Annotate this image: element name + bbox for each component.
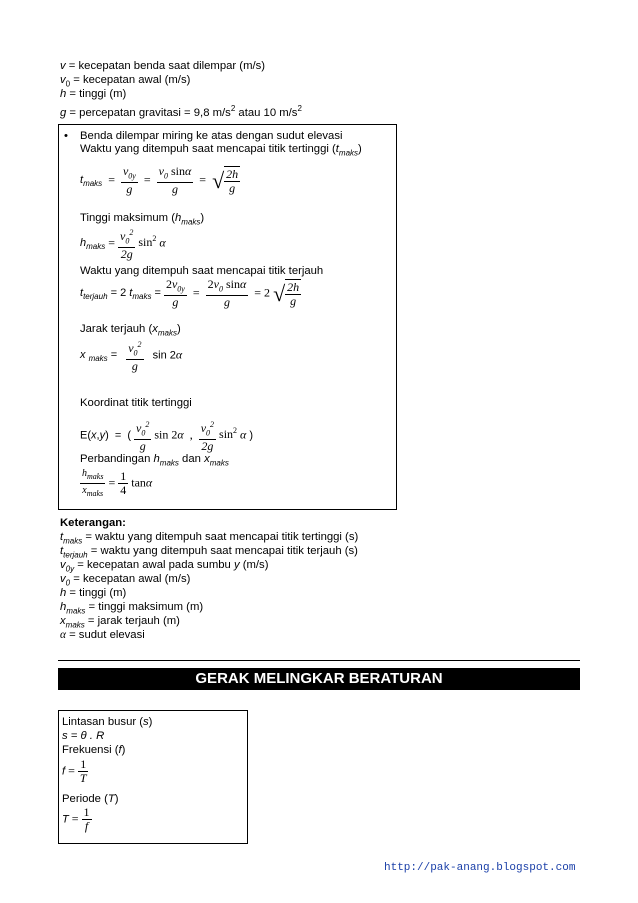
formula-tmaks: $t_{maks}$ = $\frac{v_{0y}}{g}$ = $\frac{v_0 \sin\alpha}{g}$ = √ $\frac{2h}{g}$ [80, 164, 239, 197]
heading-rule [58, 660, 580, 661]
koordinat-label: Koordinat titik tertinggi [80, 397, 192, 409]
keterangan-title: Keterangan: [60, 517, 126, 529]
s-formula: s = θ . R [62, 730, 105, 742]
ket-tterjauh: $t_{terjauh}$ = waktu yang ditempuh saat mencapai titik terjauh (s) [60, 545, 358, 560]
def-g: g = percepatan gravitasi = 9,8 $m/s^2$ atau 10 $m/s^2$ [60, 104, 302, 119]
formula-periode: T = $\frac{1}{f}$ [62, 805, 90, 833]
lintasan-label: Lintasan busur (s) [62, 716, 153, 728]
formula-hmaks: $h_{maks}$ = $\frac{v_0^2}{2g}$ $\sin^2 \alpha$ [80, 228, 166, 262]
def-h: h = tinggi (m) [60, 88, 127, 100]
ket-xmaks: $x_{maks}$ = jarak terjauh (m) [60, 615, 180, 630]
formula-xmaks: x $_{maks}$ = $\frac{v_0^2}{g}$ sin 2α [80, 340, 183, 374]
ket-hmaks: $h_{maks}$ = tinggi maksimum (m) [60, 601, 204, 616]
footer-link[interactable]: http://pak-anang.blogspot.com [384, 862, 576, 874]
ket-v0y: $v_{0y}$ = kecepatan awal pada sumbu y (m/s) [60, 559, 269, 574]
jarak-label: Jarak terjauh $(x_{maks})$ [80, 323, 181, 338]
tinggi-label: Tinggi maksimum $(h_{maks})$ [80, 212, 205, 227]
def-v0: $v_0$ = kecepatan awal (m/s) [60, 74, 191, 89]
ket-alpha: α = sudut elevasi [60, 629, 145, 641]
periode-label: Periode (T) [62, 793, 119, 805]
ket-tmaks: $t_{maks}$ = waktu yang ditempuh saat mencapai titik tertinggi (s) [60, 531, 359, 546]
formula-tterjauh: $t_{terjauh} = 2$ $t_{maks}$ = $\frac{2v_{0y}}{g}$ = $\frac{2v_0 \sin\alpha}{g}$ = 2 √ $\frac{2h}{g}$ [80, 277, 300, 310]
bullet-icon: • [64, 130, 68, 142]
perbandingan-label: Perbandingan $h_{maks}$ dan $x_{maks}$ [80, 453, 229, 468]
formula-perbandingan: $\frac{h_{maks}}{x_{maks}}$ = $\frac{1}{4}$ tanα [82, 468, 153, 498]
ket-h: h = tinggi (m) [60, 587, 127, 599]
formula-koordinat: E(x,y) = ( $\frac{v_0^2}{g}$ sin 2α , $\frac{v_0^2}{2g}$ $\sin^2 \alpha$ ) [80, 420, 254, 454]
waktu-terjauh-label: Waktu yang ditempuh saat mencapai titik terjauh [80, 265, 324, 277]
frekuensi-label: Frekuensi (f) [62, 744, 126, 756]
ket-v0: $v_0$ = kecepatan awal (m/s) [60, 573, 191, 588]
def-v: v = kecepatan benda saat dilempar (m/s) [60, 60, 266, 72]
bullet-line1: Benda dilempar miring ke atas dengan sudut elevasi [80, 130, 343, 142]
formula-frekuensi: f = $\frac{1}{T}$ [62, 757, 87, 785]
section-heading: GERAK MELINGKAR BERATURAN [58, 668, 580, 690]
bullet-line2: Waktu yang ditempuh saat mencapai titik tertinggi $(t_{maks})$ [80, 143, 362, 158]
